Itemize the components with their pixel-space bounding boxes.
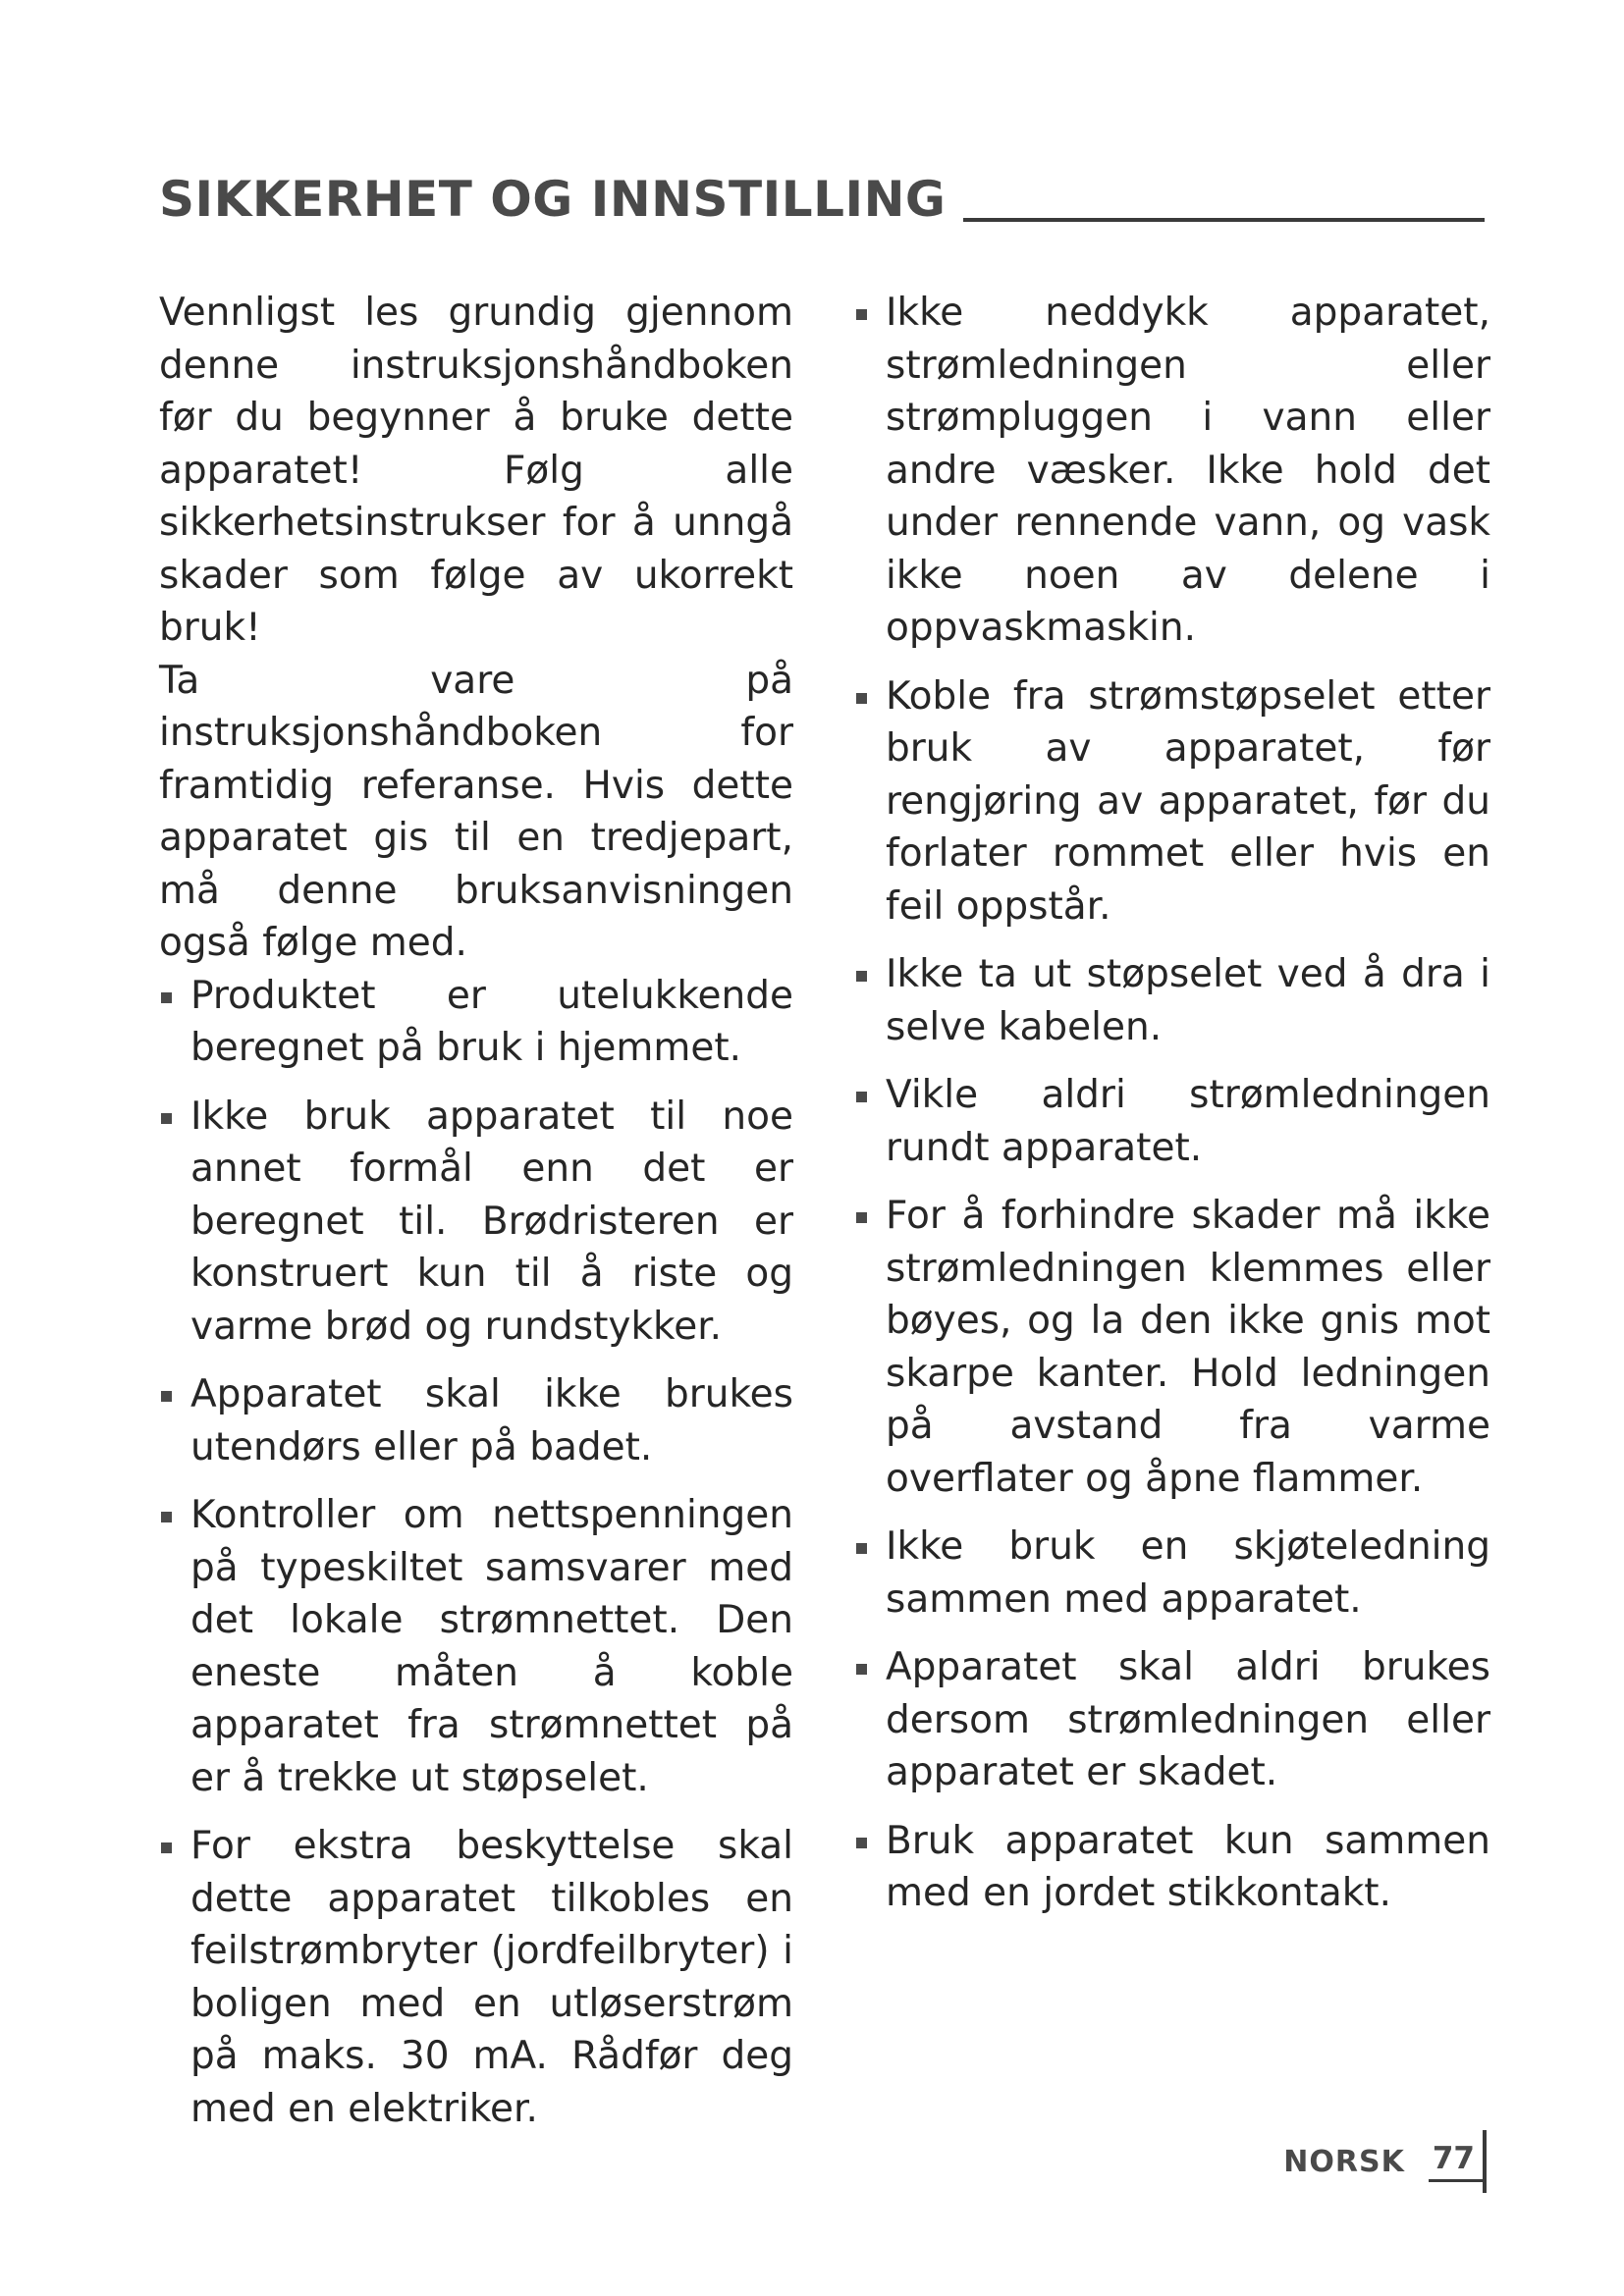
list-item <box>854 1641 1490 1799</box>
right-column <box>854 287 1490 1936</box>
title-rule <box>963 218 1485 222</box>
list-item <box>159 1091 793 1354</box>
list-item-text: Ikke ta ut støpselet ved å dra i selve kabelen. <box>886 952 1490 1049</box>
footer-language: NORSK <box>1283 2144 1405 2179</box>
bullet-square-icon <box>856 1664 867 1675</box>
list-item-text: Kontroller om nettspenningen på typeskiltet samsvarer med det lokale strømnettet. Den eneste måten å koble apparatet fra strømnettet på er å trekke ut støpselet. <box>190 1493 793 1800</box>
list-item <box>159 1368 793 1473</box>
bullet-square-icon <box>856 693 867 704</box>
list-item-text: Vikle aldri strømledningen rundt apparatet. <box>886 1073 1490 1170</box>
list-item <box>854 1521 1490 1626</box>
list-item <box>159 1489 793 1804</box>
list-item-text: Bruk apparatet kun sammen med en jordet stikkontakt. <box>886 1818 1490 1915</box>
footer-divider <box>1483 2130 1487 2193</box>
bullet-square-icon <box>856 1092 867 1102</box>
list-item-text: Produktet er utelukkende beregnet på bruk i hjemmet. <box>190 973 793 1070</box>
bullet-square-icon <box>856 1212 867 1223</box>
page-number: 77 <box>1429 2141 1483 2182</box>
list-item <box>854 1190 1490 1505</box>
list-item-text: Apparatet skal ikke brukes utendørs eller på badet. <box>190 1372 793 1469</box>
page-title: SIKKERHET OG INNSTILLING <box>159 171 947 228</box>
intro-paragraph: Vennligst les grundig gjennom denne instruksjonshåndboken før du begynner å bruke dette apparatet! Følg alle sikkerhetsinstrukser for å unngå skader som følge av ukorrekt bruk! <box>159 291 793 650</box>
list-item-text: Ikke bruk en skjøteledning sammen med apparatet. <box>886 1524 1490 1622</box>
bullet-square-icon <box>856 1838 867 1848</box>
list-item-text: For ekstra beskyttelse skal dette apparatet tilkobles en feilstrømbryter (jordfeilbryter) i boligen med en utløserstrøm på maks. 30 mA. Rådfør deg med en elektriker. <box>190 1824 793 2131</box>
bullet-square-icon <box>161 1113 172 1124</box>
intro-paragraph: Ta vare på instruksjonshåndboken for framtidig referanse. Hvis dette apparatet gis til en tredjepart, må denne bruksanvisningen også følge med. <box>159 658 793 965</box>
list-item-text: Ikke neddykk apparatet, strømledningen eller strømpluggen i vann eller andre væsker. Ikke hold det under rennende vann, og vask ikke noen av delene i oppvaskmaskin. <box>886 291 1490 650</box>
bullet-square-icon <box>856 309 867 320</box>
list-item <box>854 670 1490 934</box>
bullet-square-icon <box>161 992 172 1003</box>
bullet-square-icon <box>161 1842 172 1853</box>
list-item <box>854 1069 1490 1174</box>
bullet-square-icon <box>856 1543 867 1554</box>
right-bullet-list <box>854 287 1490 1920</box>
list-item <box>854 948 1490 1053</box>
left-bullet-list <box>159 970 793 2136</box>
left-column <box>159 287 793 2151</box>
list-item-text: Koble fra strømstøpselet etter bruk av apparatet, før rengjøring av apparatet, før du forlater rommet eller hvis en feil oppstår. <box>886 673 1490 929</box>
bullet-square-icon <box>161 1512 172 1522</box>
list-item-text: Apparatet skal aldri brukes dersom strømledningen eller apparatet er skadet. <box>886 1645 1490 1794</box>
list-item <box>854 287 1490 655</box>
page-header <box>159 149 1485 228</box>
bullet-square-icon <box>856 971 867 982</box>
intro-section <box>159 287 793 970</box>
list-item <box>159 1820 793 2135</box>
list-item <box>159 970 793 1075</box>
page-footer <box>1283 2128 1487 2195</box>
list-item-text: Ikke bruk apparatet til noe annet formål enn det er beregnet til. Brødristeren er konstruert kun til å riste og varme brød og rundstykker. <box>190 1094 793 1349</box>
list-item-text: For å forhindre skader må ikke strømledningen klemmes eller bøyes, og la den ikke gnis mot skarpe kanter. Hold ledningen på avstand fra varme overflater og åpne flammer. <box>886 1194 1490 1501</box>
bullet-square-icon <box>161 1391 172 1402</box>
list-item <box>854 1815 1490 1920</box>
